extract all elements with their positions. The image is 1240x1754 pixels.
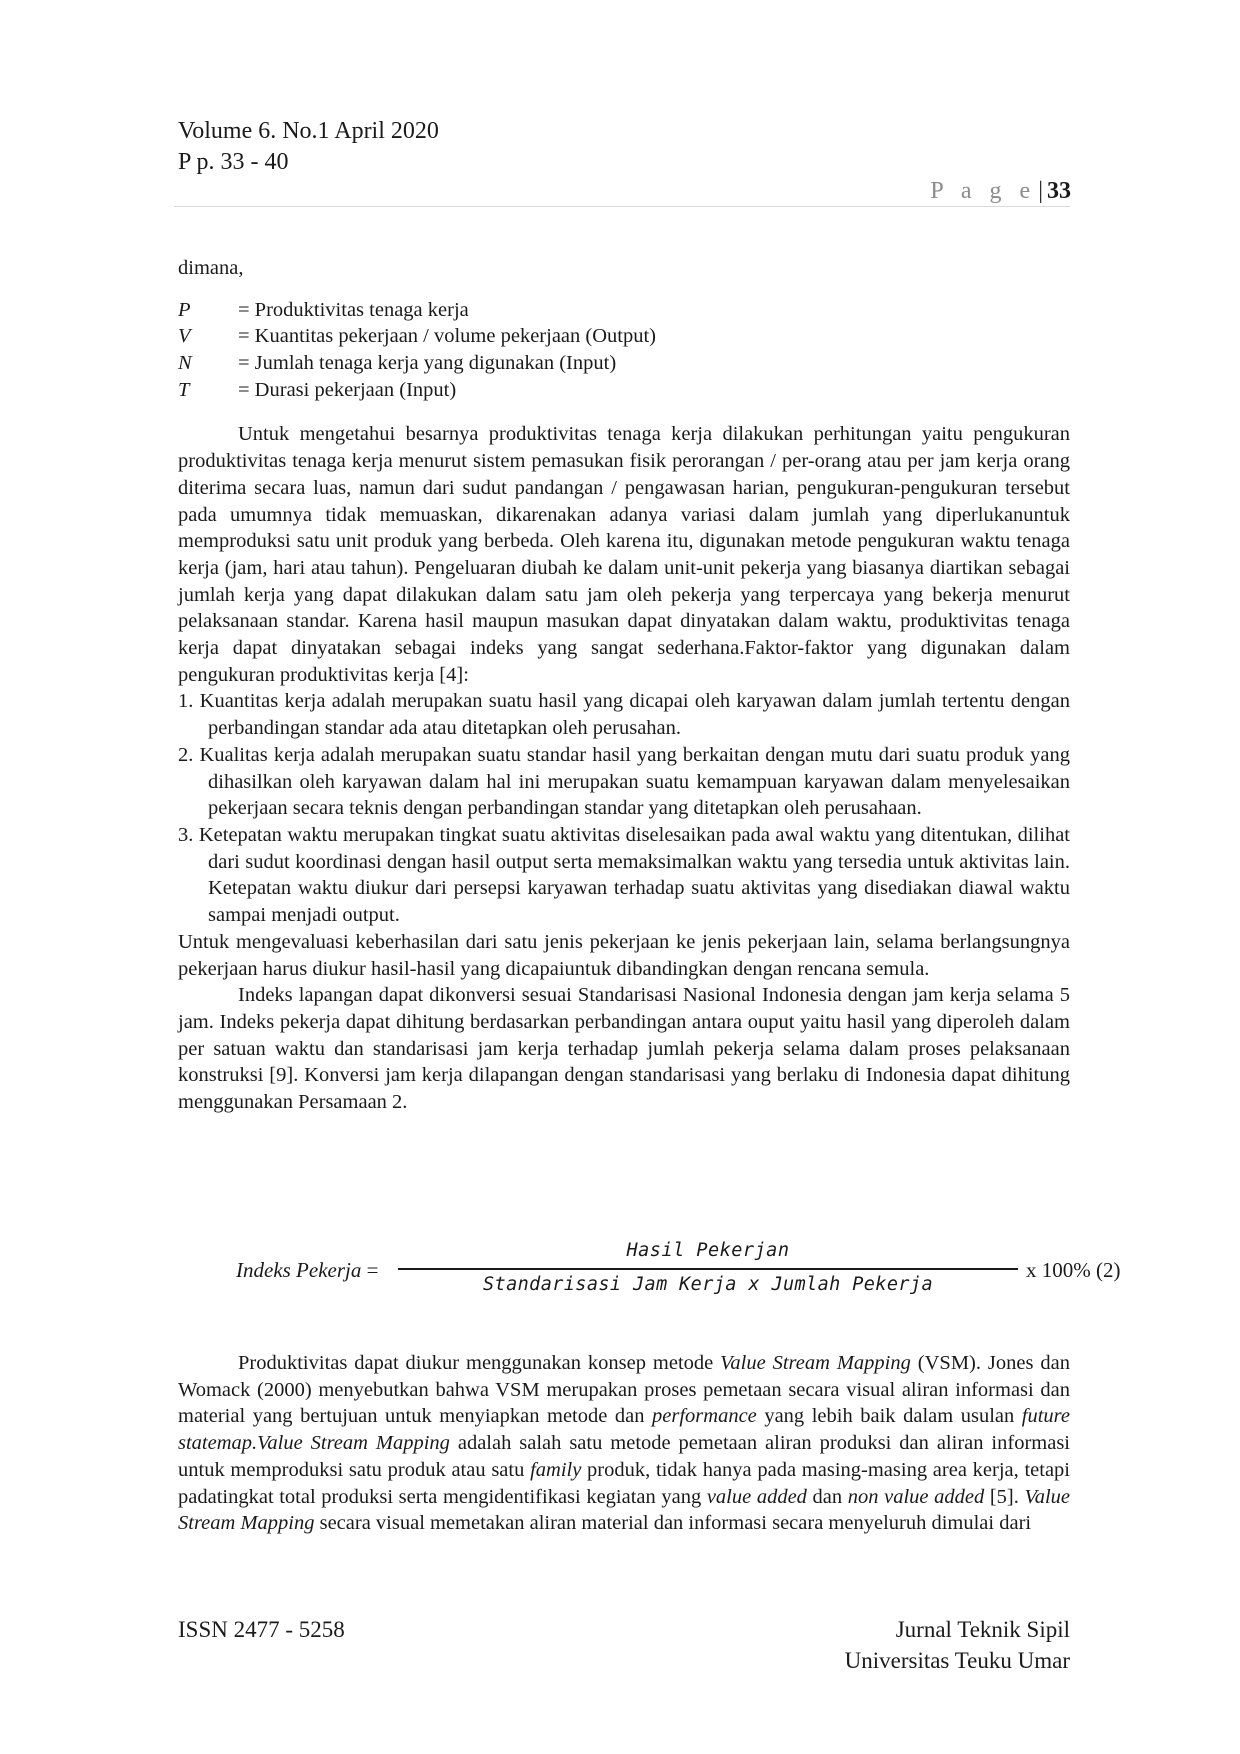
page-separator: | <box>1038 178 1043 204</box>
header-volume: Volume 6. No.1 April 2020 <box>178 118 439 144</box>
italic-term: Value Stream Mapping <box>178 1485 1071 1535</box>
equation-fraction <box>398 1238 1018 1295</box>
definition-text: = Produktivitas tenaga kerja <box>238 298 469 321</box>
definition-symbol: V <box>178 325 191 348</box>
list-item: 3. Ketepatan waktu merupakan tingkat suatu aktivitas diselesaikan pada awal waktu yang ditentukan, dilihat dari sudut koordinasi dengan hasil output serta memaksimalkan waktu yang tersedia untuk aktivitas lain. Ketepatan waktu diukur dari persepsi karyawan terhadap suatu aktivitas yang disediakan diawal waktu sampai menjadi output. <box>178 824 1070 927</box>
header-page-label <box>930 176 1071 206</box>
footer-issn: ISSN 2477 - 5258 <box>178 1617 345 1642</box>
equation-rhs: x 100% (2) <box>1026 1258 1121 1282</box>
equation-lhs <box>236 1258 378 1283</box>
dimana-label: dimana, <box>178 257 244 279</box>
text-run: dan <box>806 1485 848 1508</box>
list-item: 1. Kuantitas kerja adalah merupakan suatu hasil yang dicapai oleh karyawan dalam jumlah tertentu dengan perbandingan standar ada atau ditetapkan oleh perusahan. <box>178 690 1070 740</box>
text-run: adalah salah satu metode pemetaan aliran produksi dan aliran informasi untuk memproduksi satu produk atau satu <box>178 1432 1070 1481</box>
definition-row <box>178 297 1070 324</box>
definition-text: = Kuantitas pekerjaan / volume pekerjaan (Output) <box>238 325 656 348</box>
definition-text: = Jumlah tenaga kerja yang digunakan (Input) <box>238 352 617 375</box>
equation-denominator: Standarisasi Jam Kerja x Jumlah Pekerja <box>483 1274 933 1295</box>
definition-symbol: N <box>178 352 192 375</box>
italic-term: family <box>530 1458 582 1481</box>
list-item: 2. Kualitas kerja adalah merupakan suatu standar hasil yang berkaitan dengan mutu dari suatu produk yang dihasilkan oleh karyawan dalam hal ini merupakan suatu kemampuan karyawan dalam menyelesaikan pekerjaan secara teknis dengan perbandingan standar yang ditetapkan oleh perusahaan. <box>178 743 1070 820</box>
definition-row <box>178 377 1070 404</box>
equation-numerator: Hasil Pekerjan <box>626 1240 790 1261</box>
fraction-bar <box>398 1268 1018 1270</box>
footer-university: Universitas Teuku Umar <box>844 1648 1070 1673</box>
body-text-top <box>178 255 1070 1116</box>
body-text-bottom <box>178 1350 1070 1537</box>
equation-lhs-text: Indeks Pekerja <box>236 1258 362 1282</box>
text-run: (VSM). Jones dan Womack (2000) menyebutkan bahwa VSM merupakan proses pemetaan secara visual aliran informasi dan material yang bertujuan untuk menyiapkan metode dan <box>178 1352 1070 1428</box>
italic-term: non value added <box>847 1485 985 1508</box>
definitions-list <box>178 297 1070 404</box>
italic-term: performance <box>652 1405 757 1428</box>
definition-symbol: P <box>178 298 191 321</box>
italic-term: value added <box>706 1485 807 1508</box>
header-divider <box>174 206 1070 207</box>
text-run: yang lebih baik dalam usulan <box>756 1405 1022 1428</box>
italic-term: Value Stream Mapping <box>720 1352 911 1374</box>
page-word: P a g e <box>930 178 1037 204</box>
definition-row <box>178 323 1070 350</box>
equation-equals: = <box>366 1258 379 1282</box>
paragraph-vsm <box>178 1350 1070 1537</box>
page-number: 33 <box>1047 178 1071 204</box>
paragraph-index: Indeks lapangan dapat dikonversi sesuai Standarisasi Nasional Indonesia dengan jam kerja selama 5 jam. Indeks pekerja dapat dihitung berdasarkan perbandingan antara ouput yaitu hasil yang diperoleh dalam per satuan waktu dan standarisasi jam kerja terhadap jumlah pekerja selama dalam proses pelaksanaan konstruksi [9]. Konversi jam kerja dilapangan dengan standarisasi yang berlaku di Indonesia dapat dihitung menggunakan Persamaan 2. <box>178 984 1070 1114</box>
text-run: [5]. <box>984 1485 1025 1508</box>
paragraph-evaluation: Untuk mengevaluasi keberhasilan dari satu jenis pekerjaan ke jenis pekerjaan lain, selama berlangsungnya pekerjaan harus diukur hasil-hasil yang dicapaiuntuk dibandingkan dengan rencana semula. <box>178 930 1070 980</box>
text-run: produk, tidak hanya pada masing-masing area kerja, tetapi padatingkat total produksi serta mengidentifikasi kegiatan yang <box>178 1458 1071 1508</box>
definition-symbol: T <box>178 378 190 401</box>
italic-term: future statemap.Value Stream Mapping <box>178 1405 1070 1455</box>
equation-2 <box>178 1238 1121 1308</box>
text-run: secara visual memetakan aliran material dan informasi secara menyeluruh dimulai dari <box>314 1512 1032 1535</box>
definition-row <box>178 350 1070 377</box>
factor-list <box>178 688 1070 928</box>
text-run: Produktivitas dapat diukur menggunakan konsep metode <box>238 1352 721 1374</box>
footer-journal: Jurnal Teknik Sipil <box>895 1617 1070 1642</box>
header-pages: P p. 33 - 40 <box>178 149 289 175</box>
definition-text: = Durasi pekerjaan (Input) <box>238 378 457 401</box>
paragraph-productivity-measurement: Untuk mengetahui besarnya produktivitas tenaga kerja dilakukan perhitungan yaitu pengukuran produktivitas tenaga kerja menurut sistem pemasukan fisik perorangan / per-orang atau per jam kerja orang diterima secara luas, namun dari sudut pandangan / pengawasan harian, pengukuran-pengukuran tersebut pada umumnya tidak memuaskan, dikarenakan adanya variasi dalam jumlah yang diperlukanuntuk memproduksi satu unit produk yang berbeda. Oleh karena itu, digunakan metode pengukuran waktu tenaga kerja (jam, hari atau tahun). Pengeluaran diubah ke dalam unit-unit pekerja yang biasanya diartikan sebagai jumlah kerja yang dapat dilakukan dalam satu jam oleh pekerja yang terpercaya yang bekerja menurut pelaksanaan standar. Karena hasil maupun masukan dapat dinyatakan dalam waktu, produktivitas tenaga kerja dapat dinyatakan sebagai indeks yang sangat sederhana.Faktor-faktor yang digunakan dalam pengukuran produktivitas kerja [4]: <box>178 423 1070 686</box>
